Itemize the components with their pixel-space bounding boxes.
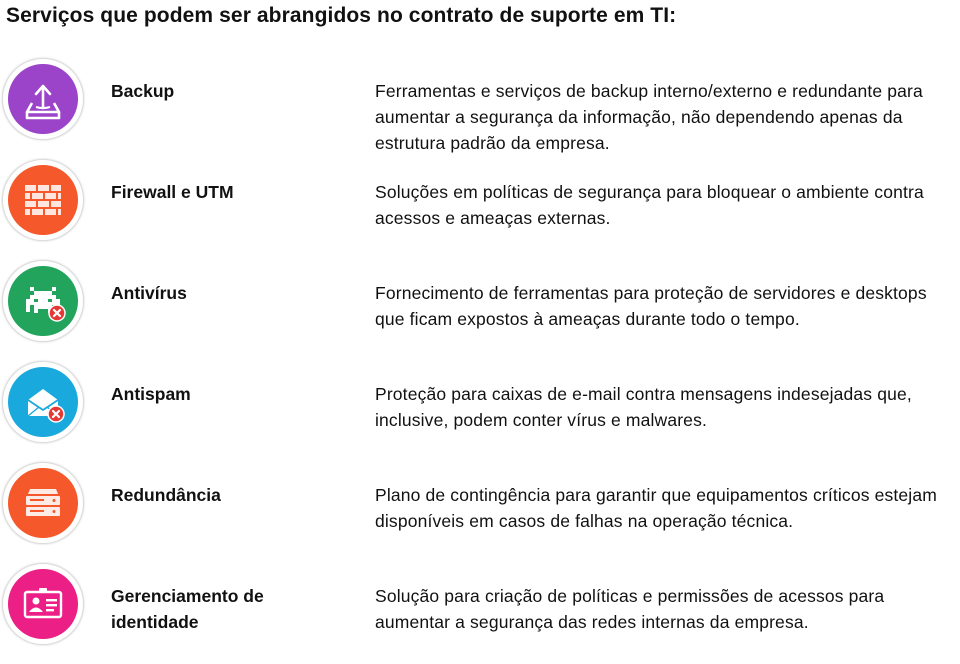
service-description: Plano de contingência para garantir que equipamentos críticos estejam disponíveis em casos de falhas na operação técnica. — [375, 485, 937, 531]
service-row-firewall — [0, 159, 960, 260]
service-name: Antispam — [111, 384, 191, 404]
backup-upload-icon — [8, 64, 78, 134]
service-name: Firewall e UTM — [111, 182, 234, 202]
mail-blocked-icon — [8, 367, 78, 437]
service-row-identidade — [0, 563, 960, 664]
id-badge-icon — [8, 569, 78, 639]
service-row-redundancia — [0, 462, 960, 563]
service-icon-ring — [2, 361, 84, 443]
service-description: Ferramentas e serviços de backup interno/externo e redundante para aumentar a segurança da informação, não dependendo apenas da estrutura padrão da empresa. — [375, 81, 923, 153]
services-list — [0, 58, 960, 664]
service-icon-ring — [2, 58, 84, 140]
service-icon-ring — [2, 159, 84, 241]
service-icon-ring — [2, 462, 84, 544]
service-description: Fornecimento de ferramentas para proteção de servidores e desktops que ficam expostos à ameaças durante todo o tempo. — [375, 283, 927, 329]
service-name: Backup — [111, 81, 175, 101]
service-description: Soluções em políticas de segurança para bloquear o ambiente contra acessos e ameaças externas. — [375, 182, 924, 228]
service-icon-ring — [2, 260, 84, 342]
service-row-antivirus — [0, 260, 960, 361]
service-row-backup — [0, 58, 960, 159]
service-row-antispam — [0, 361, 960, 462]
server-stack-icon — [8, 468, 78, 538]
service-name: Redundância — [111, 485, 221, 505]
service-icon-ring — [2, 563, 84, 645]
service-name: Gerenciamento de identidade — [111, 586, 264, 632]
firewall-brick-icon — [8, 165, 78, 235]
service-description: Proteção para caixas de e-mail contra mensagens indesejadas que, inclusive, podem conter vírus e malwares. — [375, 384, 912, 430]
service-description: Solução para criação de políticas e permissões de acessos para aumentar a segurança das redes internas da empresa. — [375, 586, 885, 632]
service-name: Antivírus — [111, 283, 187, 303]
page-title: Serviços que podem ser abrangidos no contrato de suporte em TI: — [6, 4, 677, 27]
virus-blocked-icon — [8, 266, 78, 336]
